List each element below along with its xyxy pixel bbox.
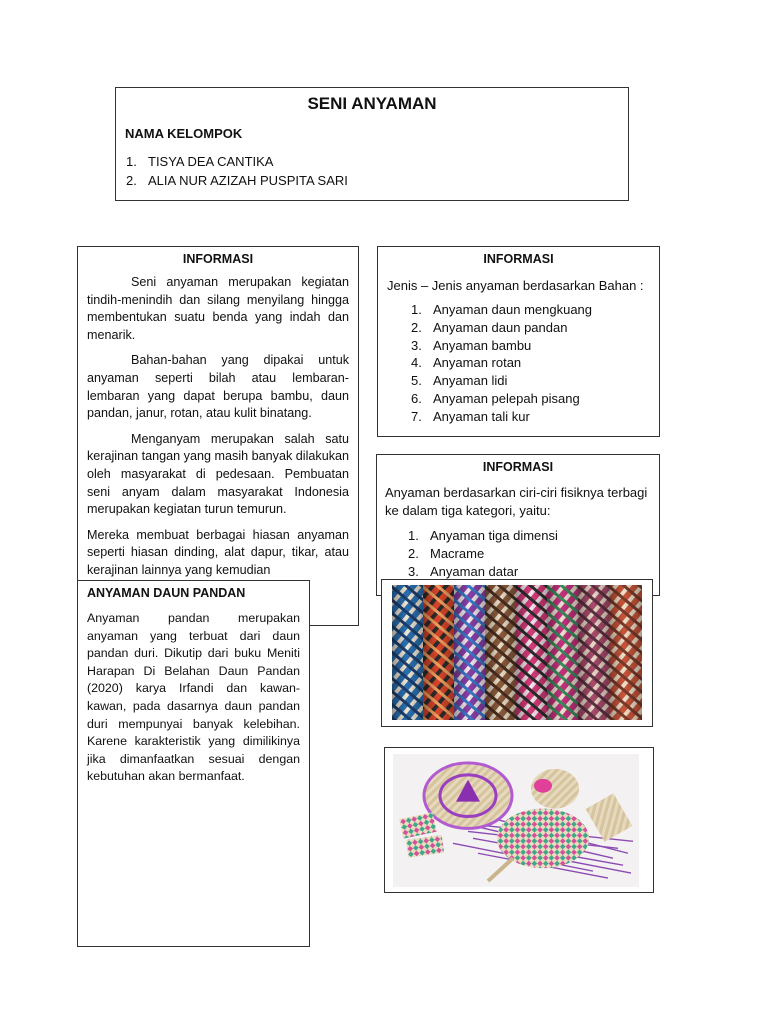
list-text: Anyaman tiga dimensi bbox=[430, 528, 558, 543]
list-item bbox=[126, 172, 628, 191]
list-number: 5. bbox=[411, 373, 422, 389]
list-text: Macrame bbox=[430, 545, 485, 561]
pandan-paragraph: Anyaman pandan merupakan anyaman yang terbuat dari daun pandan duri. Dikutip dari buku Meniti Harapan Di Belahan Daun Pandan (2020) karya Irfandi dan kawan-kawan, pada dasarnya daun pandan duri mempunyai banyak kelebihan. Karene karakteristik yang dimilikinya jika dimanfaatkan sesuai dengan kebutuhan akan bermanfaat. bbox=[87, 611, 300, 784]
info-paragraph: Bahan-bahan yang dipakai untuk anyaman seperti bilah atau lembaran-lembaran yang dapat berupa bambu, daun pandan, janur, rotan, atau kulit binatang. bbox=[87, 353, 349, 421]
member-name: ALIA NUR AZIZAH PUSPITA SARI bbox=[148, 172, 348, 188]
list-item bbox=[411, 354, 659, 372]
pandan-title: ANYAMAN DAUN PANDAN bbox=[87, 586, 246, 600]
list-item bbox=[411, 408, 659, 426]
info-paragraph: Seni anyaman merupakan kegiatan tindih-menindih dan silang menyilang hingga membentukan suatu benda yang indah dan menarik. bbox=[87, 275, 349, 342]
info-title: INFORMASI bbox=[483, 252, 554, 266]
materials-list bbox=[411, 301, 659, 426]
list-item bbox=[408, 563, 659, 581]
info-intro: Anyaman berdasarkan ciri-ciri fisiknya terbagi ke dalam tiga kategori, yaitu: bbox=[385, 485, 648, 518]
info-paragraph: Mereka membuat berbagai hiasan anyaman seperti hiasan dinding, alat dapur, tikar, atau kerajinan lainnya yang kemudian bbox=[87, 527, 349, 577]
info-paragraph: Menganyam merupakan salah satu kerajinan tangan yang masih banyak dilakukan oleh masyarakat di pedesaan. Pembuatan seni anyam dalam masyarakat Indonesia merupakan kegiatan turun temurun. bbox=[87, 431, 349, 517]
list-item bbox=[408, 545, 659, 563]
list-number: 1. bbox=[411, 302, 422, 317]
member-name: TISYA DEA CANTIKA bbox=[148, 154, 274, 169]
list-text: Anyaman lidi bbox=[433, 373, 508, 389]
info-box-categories bbox=[376, 454, 660, 596]
pandan-box bbox=[77, 580, 310, 947]
list-text: Anyaman daun mengkuang bbox=[433, 302, 593, 317]
page-title: SENI ANYAMAN bbox=[307, 94, 437, 113]
list-number: 6. bbox=[411, 390, 422, 406]
list-number: 7. bbox=[411, 408, 422, 424]
group-label: NAMA KELOMPOK bbox=[125, 126, 243, 141]
list-text: Anyaman tali kur bbox=[433, 408, 530, 424]
list-number: 2. bbox=[411, 319, 422, 335]
list-text: Anyaman pelepah pisang bbox=[433, 390, 580, 406]
info-intro: Jenis – Jenis anyaman berdasarkan Bahan : bbox=[387, 278, 644, 293]
categories-list bbox=[408, 527, 659, 580]
mats-illustration bbox=[392, 585, 642, 720]
list-item bbox=[411, 337, 659, 355]
list-number: 2. bbox=[126, 172, 137, 188]
list-number: 3. bbox=[411, 337, 422, 353]
fans-illustration bbox=[393, 754, 639, 887]
mats-image-box bbox=[381, 579, 653, 727]
list-number: 3. bbox=[408, 563, 419, 579]
member-list bbox=[126, 153, 628, 190]
list-item bbox=[411, 372, 659, 390]
list-item bbox=[408, 527, 659, 545]
list-number: 1. bbox=[408, 528, 419, 543]
list-text: Anyaman daun pandan bbox=[433, 319, 568, 335]
list-item bbox=[411, 319, 659, 337]
list-item bbox=[411, 390, 659, 408]
list-number: 4. bbox=[411, 355, 422, 371]
info-box-materials bbox=[377, 246, 660, 437]
list-item bbox=[411, 301, 659, 319]
list-number: 2. bbox=[408, 545, 419, 561]
header-box bbox=[115, 87, 629, 201]
list-text: Anyaman rotan bbox=[433, 355, 522, 371]
list-number: 1. bbox=[126, 154, 137, 169]
list-text: Anyaman datar bbox=[430, 563, 519, 579]
rolled-woven-mats-photo bbox=[392, 585, 642, 720]
woven-fans-and-coasters-photo bbox=[393, 754, 639, 887]
info-box-left bbox=[77, 246, 359, 626]
fans-image-box bbox=[384, 747, 654, 893]
info-title: INFORMASI bbox=[182, 252, 254, 266]
list-item bbox=[126, 153, 628, 172]
list-text: Anyaman bambu bbox=[433, 337, 532, 353]
info-title: INFORMASI bbox=[482, 460, 554, 474]
